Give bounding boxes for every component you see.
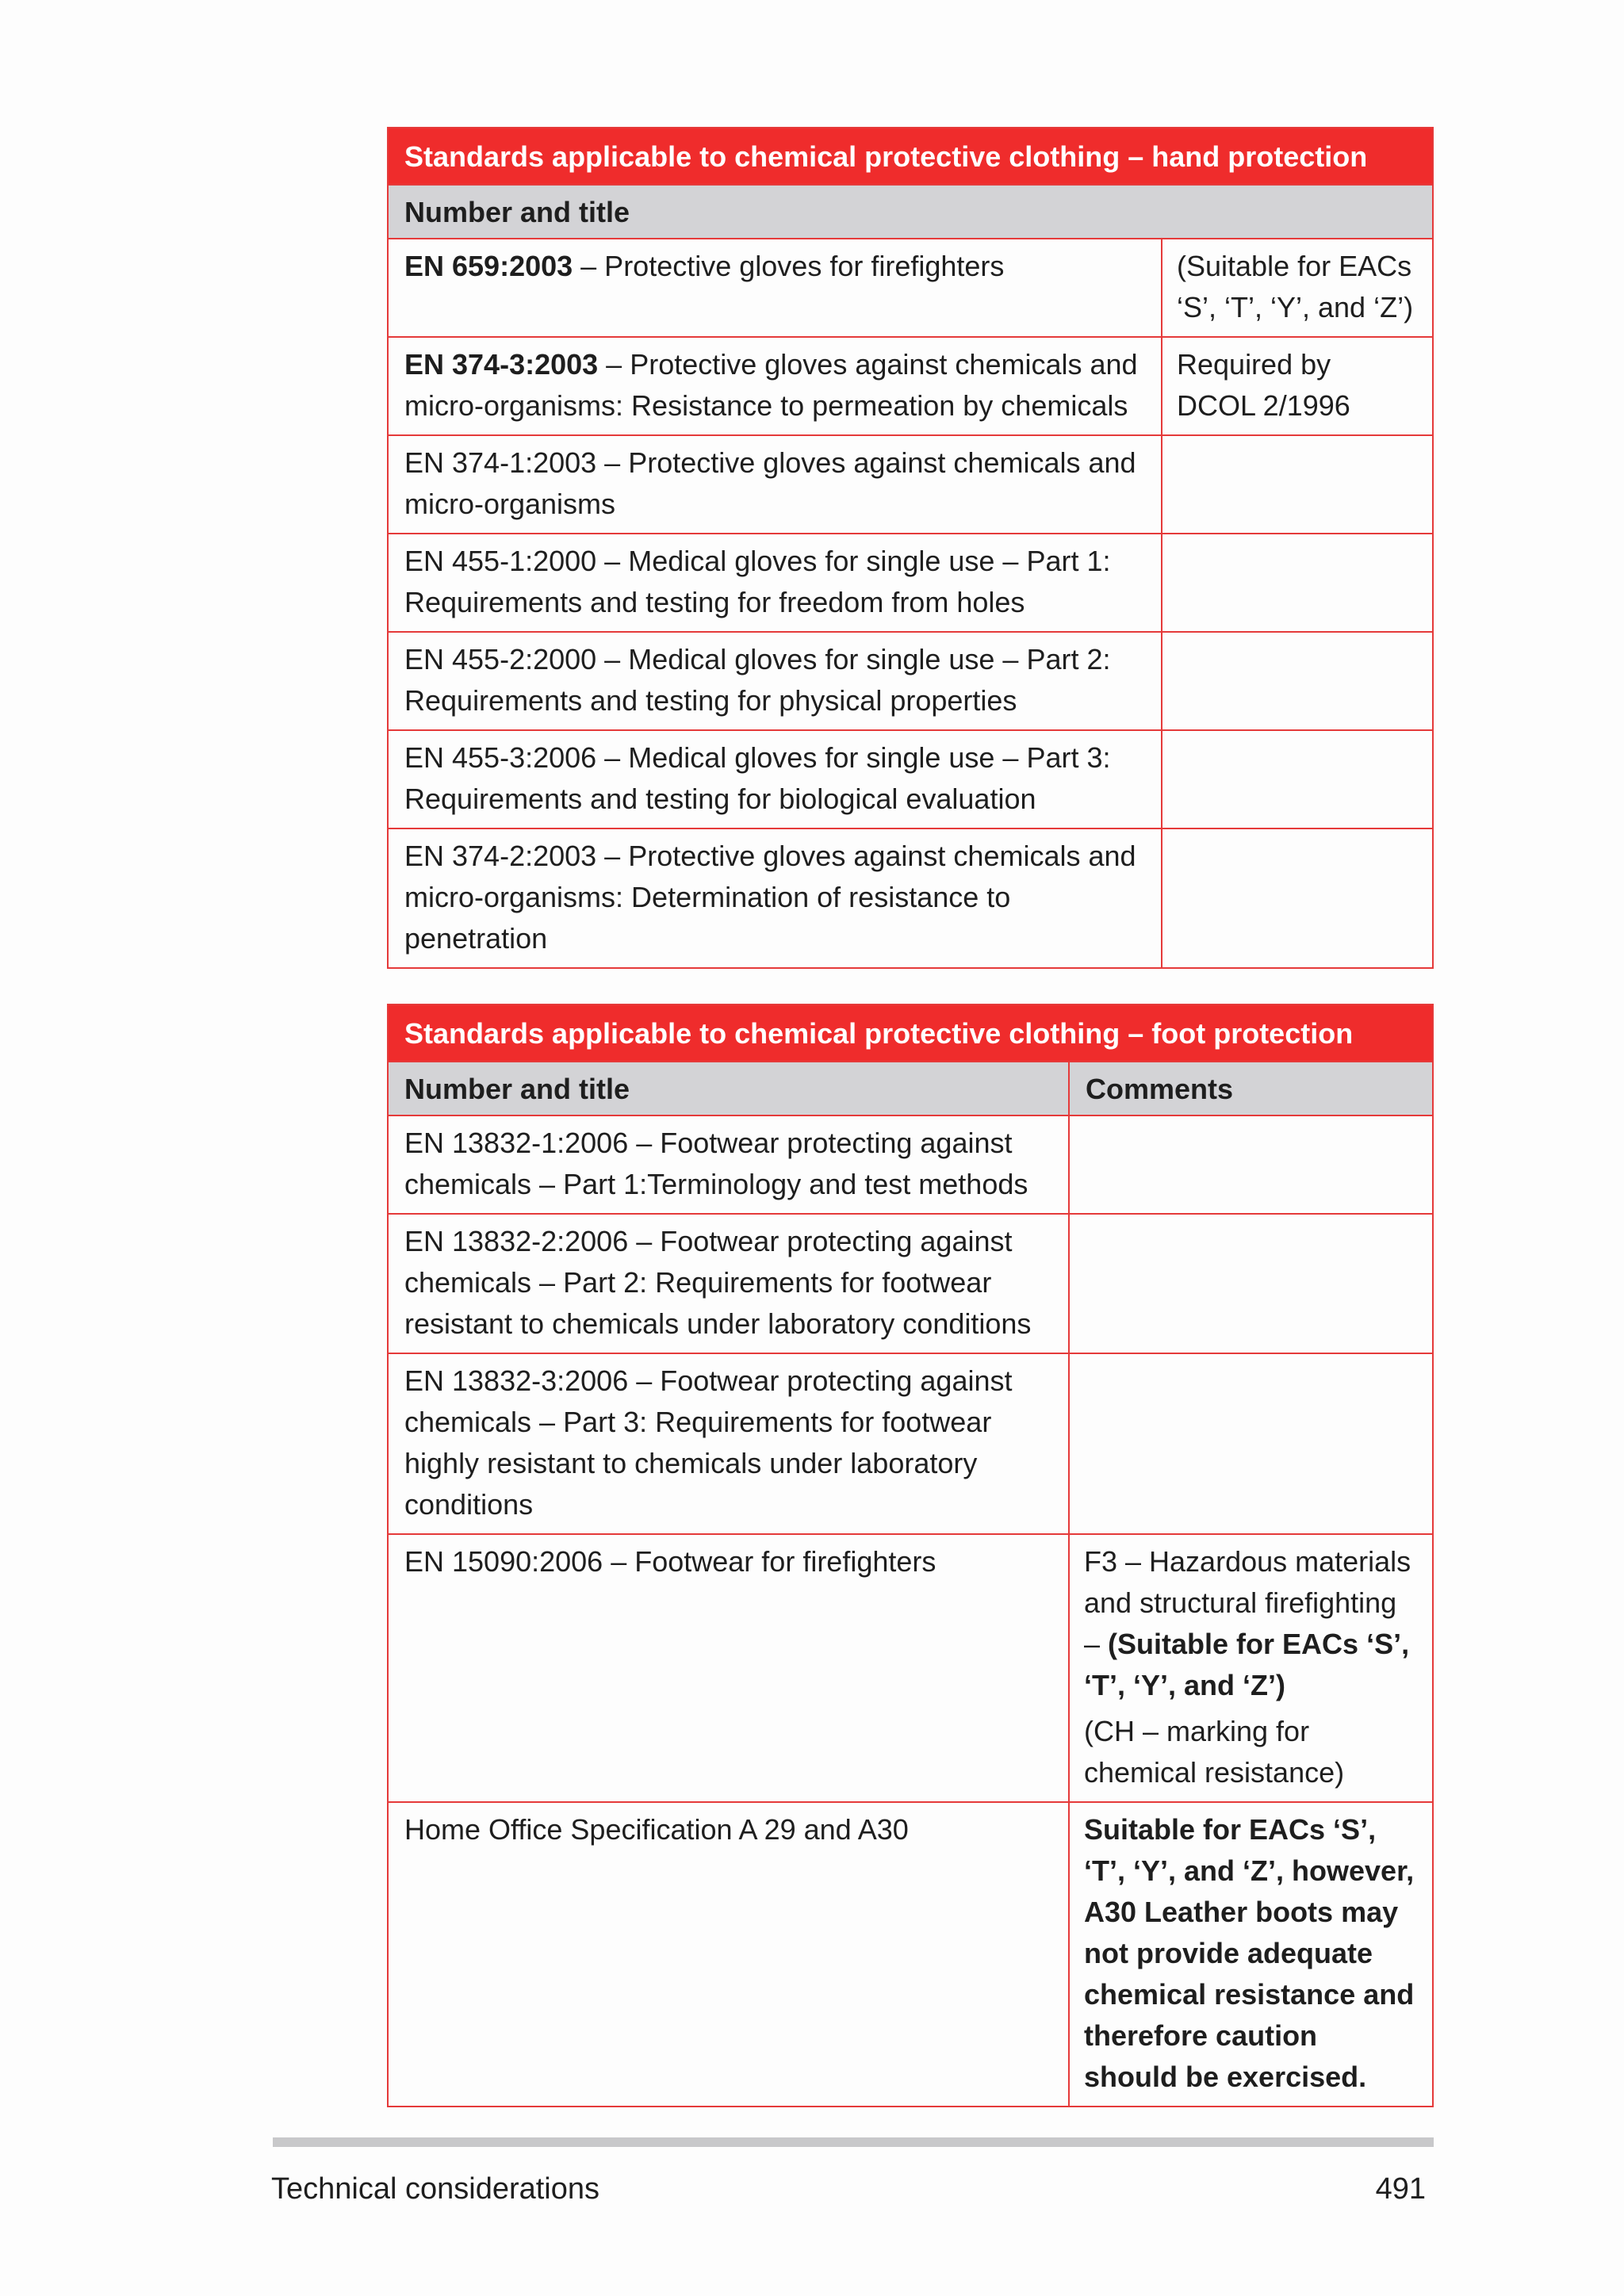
table-row [388,435,1433,534]
standard-cell: EN 374-1:2003 – Protective gloves against chemicals and micro-organisms [388,435,1162,534]
standard-cell [388,239,1162,337]
column-header: Number and title [388,185,1433,239]
footer-section-title: Technical considerations [271,2172,600,2206]
standard-cell: EN 455-2:2000 – Medical gloves for single use – Part 2: Requirements and testing for physical properties [388,632,1162,730]
comment-cell [1162,632,1433,730]
comment-note: (CH – marking for chemical resistance) [1084,1715,1345,1789]
hand-protection-table [387,127,1434,969]
standard-code: EN 374-3:2003 [404,348,599,381]
comment-cell [1162,730,1433,828]
comment-cell [1069,1115,1433,1214]
comment-cell [1162,534,1433,632]
table-row [388,1115,1433,1214]
table-row [388,1534,1433,1802]
comment-cell [1162,435,1433,534]
standard-cell: EN 15090:2006 – Footwear for firefighters [388,1534,1069,1802]
standard-cell: EN 13832-2:2006 – Footwear protecting against chemicals – Part 2: Requirements for footwear resistant to chemicals under laboratory conditions [388,1214,1069,1353]
standard-cell: Home Office Specification A 29 and A30 [388,1802,1069,2107]
comment-emphasis: (Suitable for EACs ‘S’, ‘T’, ‘Y’, and ‘Z’) [1084,1628,1410,1701]
comment-cell: (Suitable for EACs ‘S’, ‘T’, ‘Y’, and ‘Z’) [1162,239,1433,337]
table-title: Standards applicable to chemical protective clothing – hand protection [388,128,1433,185]
comment-cell [1162,828,1433,968]
table-row [388,239,1433,337]
table-row [388,337,1433,435]
table-row [388,1214,1433,1353]
footer-divider [273,2137,1434,2147]
table-row [388,534,1433,632]
standard-cell: EN 455-3:2006 – Medical gloves for single use – Part 3: Requirements and testing for biological evaluation [388,730,1162,828]
comment-cell [1069,1214,1433,1353]
standard-cell: EN 455-1:2000 – Medical gloves for single use – Part 1: Requirements and testing for freedom from holes [388,534,1162,632]
standard-cell: EN 13832-3:2006 – Footwear protecting against chemicals – Part 3: Requirements for footwear highly resistant to chemicals under laboratory conditions [388,1353,1069,1534]
comment-cell: Required by DCOL 2/1996 [1162,337,1433,435]
table-row [388,730,1433,828]
standard-cell: EN 13832-1:2006 – Footwear protecting against chemicals – Part 1:Terminology and test methods [388,1115,1069,1214]
comment-cell [1069,1353,1433,1534]
table-row [388,1802,1433,2107]
standard-title: – Protective gloves against chemicals and micro-organisms: Resistance to permeation by chemicals [404,348,1138,422]
table-title: Standards applicable to chemical protective clothing – foot protection [388,1004,1433,1062]
comment-text: F3 – Hazardous materials and structural firefighting – [1084,1545,1411,1660]
standard-code: EN 659:2003 [404,250,573,282]
column-header: Number and title [388,1062,1069,1115]
table-row [388,1353,1433,1534]
table-row [388,632,1433,730]
foot-protection-table [387,1004,1434,2107]
table-row [388,828,1433,968]
comment-cell [1069,1534,1433,1802]
standard-title: – Protective gloves for firefighters [573,250,1005,282]
standard-cell: EN 374-2:2003 – Protective gloves against chemicals and micro-organisms: Determination of resistance to penetration [388,828,1162,968]
comment-cell [1069,1802,1433,2107]
comment-emphasis: Suitable for EACs ‘S’, ‘T’, ‘Y’, and ‘Z’, however, A30 Leather boots may not provide adequate chemical resistance and therefore caution should be exercised. [1084,1813,1415,2093]
standard-cell [388,337,1162,435]
page-number: 491 [1375,2172,1426,2206]
comments-column-header: Comments [1069,1062,1433,1115]
